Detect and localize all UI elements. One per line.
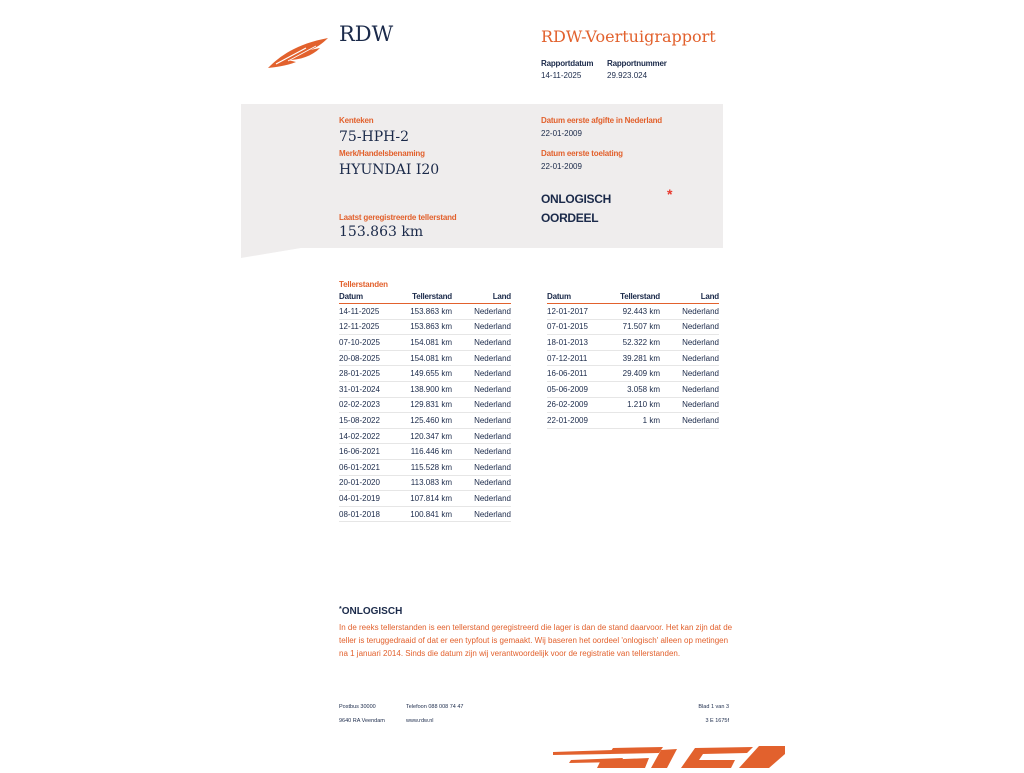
cell-date: 16-06-2011 bbox=[547, 366, 617, 382]
cell-km: 107.814 km bbox=[409, 491, 452, 507]
cell-km: 71.507 km bbox=[617, 319, 660, 335]
cell-km: 52.322 km bbox=[617, 335, 660, 351]
cell-km: 113.083 km bbox=[409, 475, 452, 491]
cell-country: Nederland bbox=[660, 350, 719, 366]
cell-country: Nederland bbox=[660, 381, 719, 397]
cell-country: Nederland bbox=[452, 381, 511, 397]
table-row bbox=[547, 304, 719, 320]
cell-country: Nederland bbox=[660, 366, 719, 382]
cell-country: Nederland bbox=[452, 319, 511, 335]
table-row bbox=[339, 444, 511, 460]
note-star: * bbox=[339, 606, 342, 613]
cell-date: 12-11-2025 bbox=[339, 319, 409, 335]
cell-date: 18-01-2013 bbox=[547, 335, 617, 351]
cell-date: 02-02-2023 bbox=[339, 397, 409, 413]
cell-km: 92.443 km bbox=[617, 304, 660, 320]
cell-country: Nederland bbox=[452, 413, 511, 429]
logo-text: RDW bbox=[339, 22, 394, 46]
first-admission-value: 22-01-2009 bbox=[541, 162, 582, 171]
footer-phone: Telefoon 088 008 74 47 bbox=[406, 704, 464, 710]
rdw-logo bbox=[266, 34, 330, 70]
cell-km: 1.210 km bbox=[617, 397, 660, 413]
table-row bbox=[339, 366, 511, 382]
footer-address2: 9640 RA Veendam bbox=[339, 718, 385, 724]
cell-country: Nederland bbox=[452, 304, 511, 320]
readings-section-title: Tellerstanden bbox=[339, 280, 388, 289]
note-heading bbox=[339, 606, 402, 617]
report-date-label: Rapportdatum bbox=[541, 59, 594, 68]
table-row bbox=[547, 319, 719, 335]
cell-country: Nederland bbox=[452, 350, 511, 366]
table-row bbox=[339, 381, 511, 397]
report-number: 29.923.024 bbox=[607, 71, 648, 80]
cell-date: 06-01-2021 bbox=[339, 459, 409, 475]
cell-date: 07-01-2015 bbox=[547, 319, 617, 335]
table-row bbox=[339, 506, 511, 522]
stripes-graphic bbox=[553, 746, 785, 768]
cell-km: 149.655 km bbox=[409, 366, 452, 382]
col-country: Land bbox=[660, 292, 719, 304]
cell-km: 154.081 km bbox=[409, 350, 452, 366]
note-title: ONLOGISCH bbox=[341, 606, 403, 617]
cell-km: 125.460 km bbox=[409, 413, 452, 429]
cell-date: 15-08-2022 bbox=[339, 413, 409, 429]
cell-date: 08-01-2018 bbox=[339, 506, 409, 522]
table-row bbox=[339, 413, 511, 429]
cell-date: 31-01-2024 bbox=[339, 381, 409, 397]
cell-date: 16-06-2021 bbox=[339, 444, 409, 460]
verdict-star: * bbox=[667, 186, 673, 202]
cell-date: 07-10-2025 bbox=[339, 335, 409, 351]
note-text: In de reeks tellerstanden is een tellerstand geregistreerd die lager is dan de stand daarvoor. Het kan zijn dat de teller is teruggedraaid of dat er een typfout is gemaakt. Wij baseren het oordeel 'onlogisch' alleen op metingen na 1 januari 2014. Sinds die datum zijn wij verantwoordelijk voor de registratie van tellerstanden. bbox=[339, 623, 733, 658]
cell-country: Nederland bbox=[452, 335, 511, 351]
vehicle-summary-band bbox=[241, 104, 723, 248]
cell-km: 3.058 km bbox=[617, 381, 660, 397]
readings-table-right bbox=[547, 292, 719, 429]
cell-date: 04-01-2019 bbox=[339, 491, 409, 507]
cell-km: 129.831 km bbox=[409, 397, 452, 413]
cell-country: Nederland bbox=[452, 428, 511, 444]
brand-label: Merk/Handelsbenaming bbox=[339, 149, 425, 158]
report-date: 14-11-2025 bbox=[541, 71, 582, 80]
cell-country: Nederland bbox=[660, 304, 719, 320]
cell-date: 14-02-2022 bbox=[339, 428, 409, 444]
cell-date: 07-12-2011 bbox=[547, 350, 617, 366]
cell-country: Nederland bbox=[660, 413, 719, 429]
cell-date: 05-06-2009 bbox=[547, 381, 617, 397]
odometer-label: Laatst geregistreerde tellerstand bbox=[339, 213, 457, 222]
table-row bbox=[547, 381, 719, 397]
footer-code: 3 E 1675f bbox=[705, 718, 729, 724]
cell-country: Nederland bbox=[660, 319, 719, 335]
cell-date: 20-08-2025 bbox=[339, 350, 409, 366]
table-row bbox=[339, 319, 511, 335]
table-row bbox=[339, 335, 511, 351]
verdict-line2: OORDEEL bbox=[541, 211, 599, 225]
cell-km: 138.900 km bbox=[409, 381, 452, 397]
report-title: RDW-Voertuigrapport bbox=[541, 27, 716, 46]
cell-date: 26-02-2009 bbox=[547, 397, 617, 413]
cell-country: Nederland bbox=[660, 397, 719, 413]
cell-country: Nederland bbox=[452, 444, 511, 460]
table-row bbox=[339, 397, 511, 413]
cell-km: 116.446 km bbox=[409, 444, 452, 460]
verdict-line1: ONLOGISCH bbox=[541, 192, 611, 206]
band-cut-corner bbox=[241, 248, 301, 258]
cell-km: 153.863 km bbox=[409, 319, 452, 335]
table-row bbox=[547, 397, 719, 413]
readings-table-left bbox=[339, 292, 511, 522]
odometer-value: 153.863 km bbox=[339, 224, 424, 240]
plate-value: 75-HPH-2 bbox=[339, 129, 410, 145]
cell-km: 153.863 km bbox=[409, 304, 452, 320]
table-row bbox=[339, 475, 511, 491]
col-reading: Tellerstand bbox=[409, 292, 452, 304]
col-date: Datum bbox=[547, 292, 617, 304]
footer-address1: Postbus 30000 bbox=[339, 704, 376, 710]
table-row bbox=[339, 428, 511, 444]
table-row bbox=[339, 304, 511, 320]
report-number-label: Rapportnummer bbox=[607, 59, 667, 68]
first-issue-nl-label: Datum eerste afgifte in Nederland bbox=[541, 116, 662, 125]
cell-date: 12-01-2017 bbox=[547, 304, 617, 320]
plate-label: Kenteken bbox=[339, 116, 374, 125]
footer-page: Blad 1 van 3 bbox=[698, 704, 729, 710]
cell-country: Nederland bbox=[452, 491, 511, 507]
first-issue-nl-value: 22-01-2009 bbox=[541, 129, 582, 138]
cell-km: 100.841 km bbox=[409, 506, 452, 522]
cell-km: 1 km bbox=[617, 413, 660, 429]
first-admission-label: Datum eerste toelating bbox=[541, 149, 623, 158]
table-row bbox=[339, 459, 511, 475]
cell-country: Nederland bbox=[660, 335, 719, 351]
table-row bbox=[339, 491, 511, 507]
cell-km: 29.409 km bbox=[617, 366, 660, 382]
cell-country: Nederland bbox=[452, 459, 511, 475]
cell-km: 115.528 km bbox=[409, 459, 452, 475]
cell-country: Nederland bbox=[452, 397, 511, 413]
col-country: Land bbox=[452, 292, 511, 304]
cell-date: 14-11-2025 bbox=[339, 304, 409, 320]
table-row bbox=[339, 350, 511, 366]
feather-icon bbox=[266, 34, 330, 70]
cell-km: 120.347 km bbox=[409, 428, 452, 444]
table-row bbox=[547, 366, 719, 382]
cell-date: 20-01-2020 bbox=[339, 475, 409, 491]
table-row bbox=[547, 350, 719, 366]
cell-country: Nederland bbox=[452, 475, 511, 491]
table-row bbox=[547, 413, 719, 429]
cell-country: Nederland bbox=[452, 506, 511, 522]
col-date: Datum bbox=[339, 292, 409, 304]
table-row bbox=[547, 335, 719, 351]
cell-date: 28-01-2025 bbox=[339, 366, 409, 382]
footer-website: www.rdw.nl bbox=[406, 718, 434, 724]
cell-km: 39.281 km bbox=[617, 350, 660, 366]
brand-value: HYUNDAI I20 bbox=[339, 162, 440, 178]
cell-country: Nederland bbox=[452, 366, 511, 382]
cell-date: 22-01-2009 bbox=[547, 413, 617, 429]
col-reading: Tellerstand bbox=[617, 292, 660, 304]
cell-km: 154.081 km bbox=[409, 335, 452, 351]
